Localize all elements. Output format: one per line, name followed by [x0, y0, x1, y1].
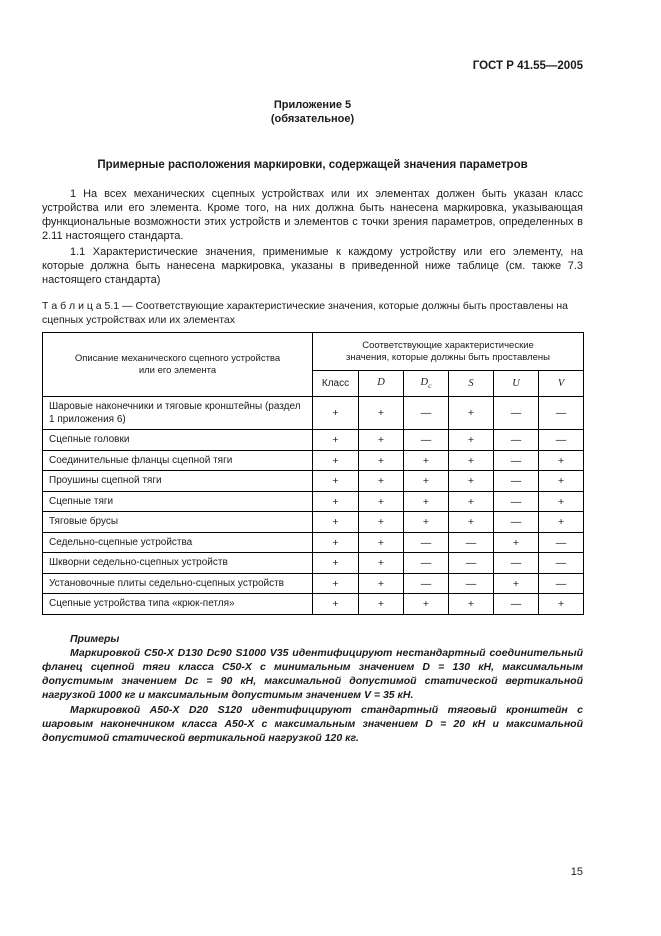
example-paragraph-1: Маркировкой С50-Х D130 Dc90 S1000 V35 идентифицируют нестандартный соединительный фланец сцепной тяги класса С50-Х с минимальным значением D = 130 кН, максимальным допустимым значением Dc = 90 кН, максимальной допустимой статической вертикальной нагрузкой 1000 кг и максимальным допустимым значением V = 35 кН.	[42, 646, 583, 701]
table-row	[43, 471, 584, 492]
characteristics-table	[42, 332, 584, 615]
table-caption: Т а б л и ц а 5.1 — Соответствующие характеристические значения, которые должны быть проставлены на сцепных устройствах или их элементах	[42, 300, 569, 326]
column-header-subscript: c	[428, 381, 432, 391]
table-cell: +	[449, 471, 494, 492]
table-cell: +	[449, 512, 494, 533]
column-header-text: U	[512, 378, 520, 390]
table-cell: +	[313, 553, 359, 574]
table-cell: +	[313, 430, 359, 451]
column-header-text: V	[557, 378, 565, 390]
table-cell: +	[404, 594, 449, 615]
table-cell: —	[449, 573, 494, 594]
table-cell: +	[313, 594, 359, 615]
standard-number-header: ГОСТ Р 41.55—2005	[472, 60, 583, 72]
table-cell: +	[404, 491, 449, 512]
column-header-Dc	[404, 371, 449, 397]
table-row	[43, 553, 584, 574]
table-cell: +	[313, 450, 359, 471]
row-label: Установочные плиты седельно-сцепных устройств	[43, 573, 313, 594]
examples-heading: Примеры	[70, 632, 120, 645]
column-header-S	[449, 371, 494, 397]
table-cell: +	[449, 450, 494, 471]
column-header-text: D	[377, 377, 385, 389]
table-cell: +	[494, 532, 539, 553]
appendix-title: Приложение 5	[273, 99, 352, 111]
table-cell: —	[449, 553, 494, 574]
table-row	[43, 430, 584, 451]
table-cell: +	[539, 594, 584, 615]
table-row	[43, 573, 584, 594]
table-cell: —	[494, 450, 539, 471]
table-cell: —	[539, 397, 584, 430]
table-cell: +	[404, 512, 449, 533]
table-row	[43, 594, 584, 615]
table-cell: +	[313, 532, 359, 553]
table-cell: +	[449, 491, 494, 512]
row-label: Седельно-сцепные устройства	[43, 532, 313, 553]
table-cell: +	[313, 397, 359, 430]
table-cell: +	[449, 594, 494, 615]
table-cell: +	[359, 532, 404, 553]
table-cell: +	[404, 450, 449, 471]
table-cell: +	[359, 397, 404, 430]
column-header-V	[539, 371, 584, 397]
table-cell: +	[359, 491, 404, 512]
table-cell: —	[404, 573, 449, 594]
column-header-class	[313, 371, 359, 397]
table-cell: +	[449, 397, 494, 430]
row-label: Сцепные головки	[43, 430, 313, 451]
table-cell: —	[404, 553, 449, 574]
table-row	[43, 450, 584, 471]
column-header-D	[359, 371, 404, 397]
table-cell: —	[494, 471, 539, 492]
table-cell: —	[539, 430, 584, 451]
table-cell: —	[494, 430, 539, 451]
table-cell: —	[494, 491, 539, 512]
table-cell: +	[359, 430, 404, 451]
table-cell: —	[494, 594, 539, 615]
row-label: Шкворни седельно-сцепных устройств	[43, 553, 313, 574]
table-cell: +	[404, 471, 449, 492]
table-row	[43, 491, 584, 512]
page-content	[42, 0, 583, 746]
page-number: 15	[570, 866, 583, 878]
table-header-row-1	[43, 333, 584, 371]
table-cell: —	[404, 397, 449, 430]
table-cell: —	[494, 553, 539, 574]
table-cell: +	[313, 573, 359, 594]
table-cell: +	[539, 471, 584, 492]
table-cell: —	[449, 532, 494, 553]
table-cell: —	[494, 397, 539, 430]
table-cell: —	[539, 532, 584, 553]
table-row	[43, 532, 584, 553]
row-label: Сцепные тяги	[43, 491, 313, 512]
example-paragraph-2: Маркировкой А50-Х D20 S120 идентифицируют стандартный тяговый кронштейн с шаровым наконечником класса А50-Х с максимальным значением D = 20 кН и максимальной допустимой статической вертикальной нагрузкой 120 кг.	[42, 704, 583, 745]
table-description-header: Описание механического сцепного устройства или его элемента	[43, 333, 313, 397]
table-cell: +	[313, 491, 359, 512]
column-header-text: S	[468, 378, 474, 390]
table-cell: +	[313, 512, 359, 533]
table-cell: —	[404, 532, 449, 553]
table-cell: +	[449, 430, 494, 451]
table-cell: +	[359, 450, 404, 471]
table-cell: +	[359, 553, 404, 574]
page-title: Примерные расположения маркировки, содержащей значения параметров	[97, 158, 528, 171]
table-cell: +	[539, 450, 584, 471]
row-label: Сцепные устройства типа «крюк-петля»	[43, 594, 313, 615]
table-cell: —	[539, 553, 584, 574]
table-cell: —	[404, 430, 449, 451]
table-cell: +	[359, 512, 404, 533]
table-cell: +	[359, 471, 404, 492]
column-header-text: D	[420, 377, 429, 389]
table-cell: +	[359, 594, 404, 615]
table-cell: +	[494, 573, 539, 594]
row-label: Шаровые наконечники и тяговые кронштейны (раздел 1 приложения 6)	[43, 397, 313, 430]
table-group-header: Соответствующие характеристические значения, которые должны быть проставлены	[313, 333, 584, 371]
table-cell: +	[359, 573, 404, 594]
table-cell: +	[313, 471, 359, 492]
row-label: Проушины сцепной тяги	[43, 471, 313, 492]
table-cell: —	[494, 512, 539, 533]
table-row	[43, 397, 584, 430]
row-label: Тяговые брусы	[43, 512, 313, 533]
paragraph-1: 1 На всех механических сцепных устройствах или их элементах должен быть указан класс устройства или его элемента. Кроме того, на них должна быть нанесена маркировка, указывающая функциональные возможности этих устройств и элементов с точки зрения параметров, определенных в 2.11 настоящего стандарта.	[42, 187, 583, 242]
row-label: Соединительные фланцы сцепной тяги	[43, 450, 313, 471]
appendix-heading	[42, 98, 583, 127]
appendix-kind: (обязательное)	[270, 113, 355, 126]
table-row	[43, 512, 584, 533]
table-cell: —	[539, 573, 584, 594]
table-cell: +	[539, 491, 584, 512]
table-cell: +	[539, 512, 584, 533]
paragraph-1-1: 1.1 Характеристические значения, применимые к каждому устройству или его элементу, на которые должна быть нанесена маркировка, указаны в приведенной ниже таблице (см. также 7.3 настоящего стандарта)	[42, 245, 583, 287]
column-header-U	[494, 371, 539, 397]
column-header-text: Класс	[321, 378, 350, 390]
